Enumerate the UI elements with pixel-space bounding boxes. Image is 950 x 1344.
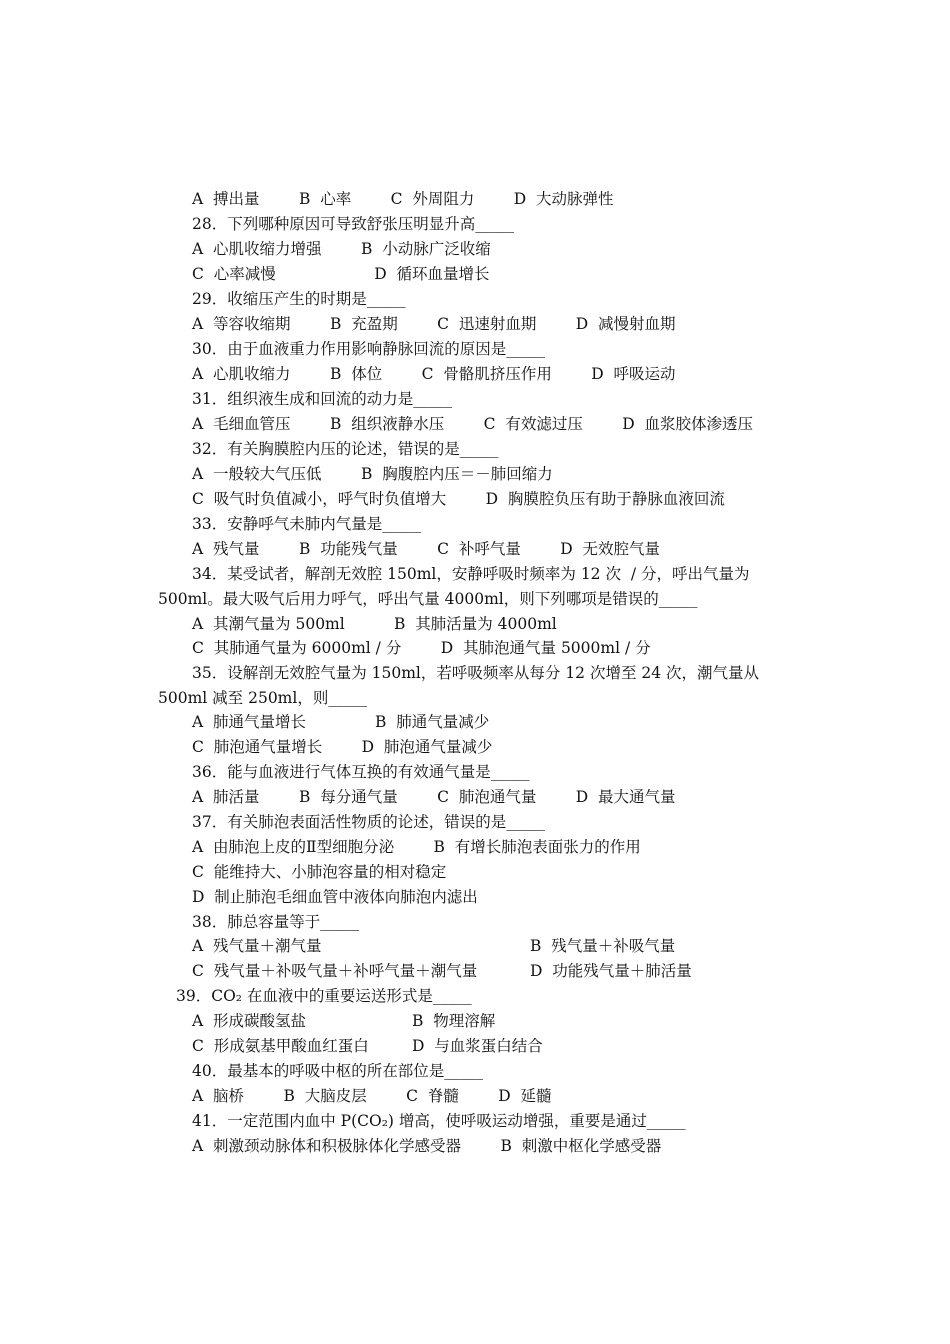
q28-options-cd: C 心率减慢 D 循环血量增长 [192, 265, 490, 283]
q38-option-a: A 残气量＋潮气量 [192, 937, 322, 955]
q31-options: A 毛细血管压 B 组织液静水压 C 有效滤过压 D 血浆胶体渗透压 [192, 415, 754, 433]
q41-options-ab: A 刺激颈动脉体和积极脉体化学感受器 B 刺激中枢化学感受器 [192, 1137, 662, 1155]
q34-question-line1: 34．某受试者，解剖无效腔 150ml，安静呼吸时频率为 12 次 / 分，呼出气量为 [192, 565, 750, 583]
q30-question: 30．由于血液重力作用影响静脉回流的原因是_____ [192, 340, 545, 358]
q35-options-cd: C 肺泡通气量增长 D 肺泡通气量减少 [192, 738, 493, 756]
q37-option-d: D 制止肺泡毛细血管中液体向肺泡内滤出 [192, 888, 478, 906]
q38-question: 38．肺总容量等于_____ [192, 913, 359, 931]
q36-question: 36．能与血液进行气体互换的有效通气量是_____ [192, 763, 530, 781]
q28-question: 28．下列哪种原因可导致舒张压明显升高_____ [192, 215, 514, 233]
q29-question: 29．收缩压产生的时期是_____ [192, 290, 406, 308]
q33-question: 33．安静呼气未肺内气量是_____ [192, 515, 421, 533]
q39-option-a: A 形成碳酸氢盐 [192, 1012, 307, 1030]
q38-option-d: D 功能残气量＋肺活量 [530, 962, 692, 980]
q34-options-ab: A 其潮气量为 500ml B 其肺活量为 4000ml [192, 615, 557, 633]
q32-options-ab: A 一般较大气压低 B 胸腹腔内压＝－肺回缩力 [192, 465, 553, 483]
q35-question-line1: 35．设解剖无效腔气量为 150ml，若呼吸频率从每分 12 次增至 24 次，潮气量从 [192, 664, 760, 682]
q38-option-c: C 残气量＋补吸气量＋补呼气量＋潮气量 [192, 962, 478, 980]
q40-options: A 脑桥 B 大脑皮层 C 脊髓 D 延髓 [192, 1087, 552, 1105]
q34-question-line2: 500ml。最大吸气后用力呼气，呼出气量 4000ml，则下列哪项是错误的_____ [158, 590, 698, 608]
q37-options-ab: A 由肺泡上皮的Ⅱ型细胞分泌 B 有增长肺泡表面张力的作用 [192, 838, 641, 856]
q31-question: 31．组织液生成和回流的动力是_____ [192, 390, 452, 408]
q27-options: A 搏出量 B 心率 C 外周阻力 D 大动脉弹性 [192, 190, 614, 208]
q33-options: A 残气量 B 功能残气量 C 补呼气量 D 无效腔气量 [192, 540, 661, 558]
q38-option-b: B 残气量＋补吸气量 [530, 937, 676, 955]
q34-options-cd: C 其肺通气量为 6000ml / 分 D 其肺泡通气量 5000ml / 分 [192, 639, 651, 657]
q39-question: 39．CO₂ 在血液中的重要运送形式是_____ [176, 987, 472, 1005]
q39-option-d: D 与血浆蛋白结合 [412, 1037, 543, 1055]
q32-question: 32．有关胸膜腔内压的论述，错误的是_____ [192, 440, 499, 458]
q37-option-c: C 能维持大、小肺泡容量的相对稳定 [192, 863, 447, 881]
q28-options-ab: A 心肌收缩力增强 B 小动脉广泛收缩 [192, 240, 491, 258]
q32-options-cd: C 吸气时负值减小，呼气时负值增大 D 胸膜腔负压有助于静脉血液回流 [192, 490, 725, 508]
q29-options: A 等容收缩期 B 充盈期 C 迅速射血期 D 减慢射血期 [192, 315, 676, 333]
q37-question: 37．有关肺泡表面活性物质的论述，错误的是_____ [192, 813, 545, 831]
q40-question: 40．最基本的呼吸中枢的所在部位是_____ [192, 1062, 483, 1080]
q35-question-line2: 500ml 减至 250ml，则_____ [158, 689, 368, 707]
q41-question: 41．一定范围内血中 P(CO₂) 增高，使呼吸运动增强，重要是通过_____ [192, 1112, 686, 1130]
q35-options-ab: A 肺通气量增长 B 肺通气量减少 [192, 713, 490, 731]
q36-options: A 肺活量 B 每分通气量 C 肺泡通气量 D 最大通气量 [192, 788, 676, 806]
q39-option-b: B 物理溶解 [412, 1012, 496, 1030]
q39-option-c: C 形成氨基甲酸血红蛋白 [192, 1037, 369, 1055]
q30-options: A 心肌收缩力 B 体位 C 骨骼肌挤压作用 D 呼吸运动 [192, 365, 676, 383]
